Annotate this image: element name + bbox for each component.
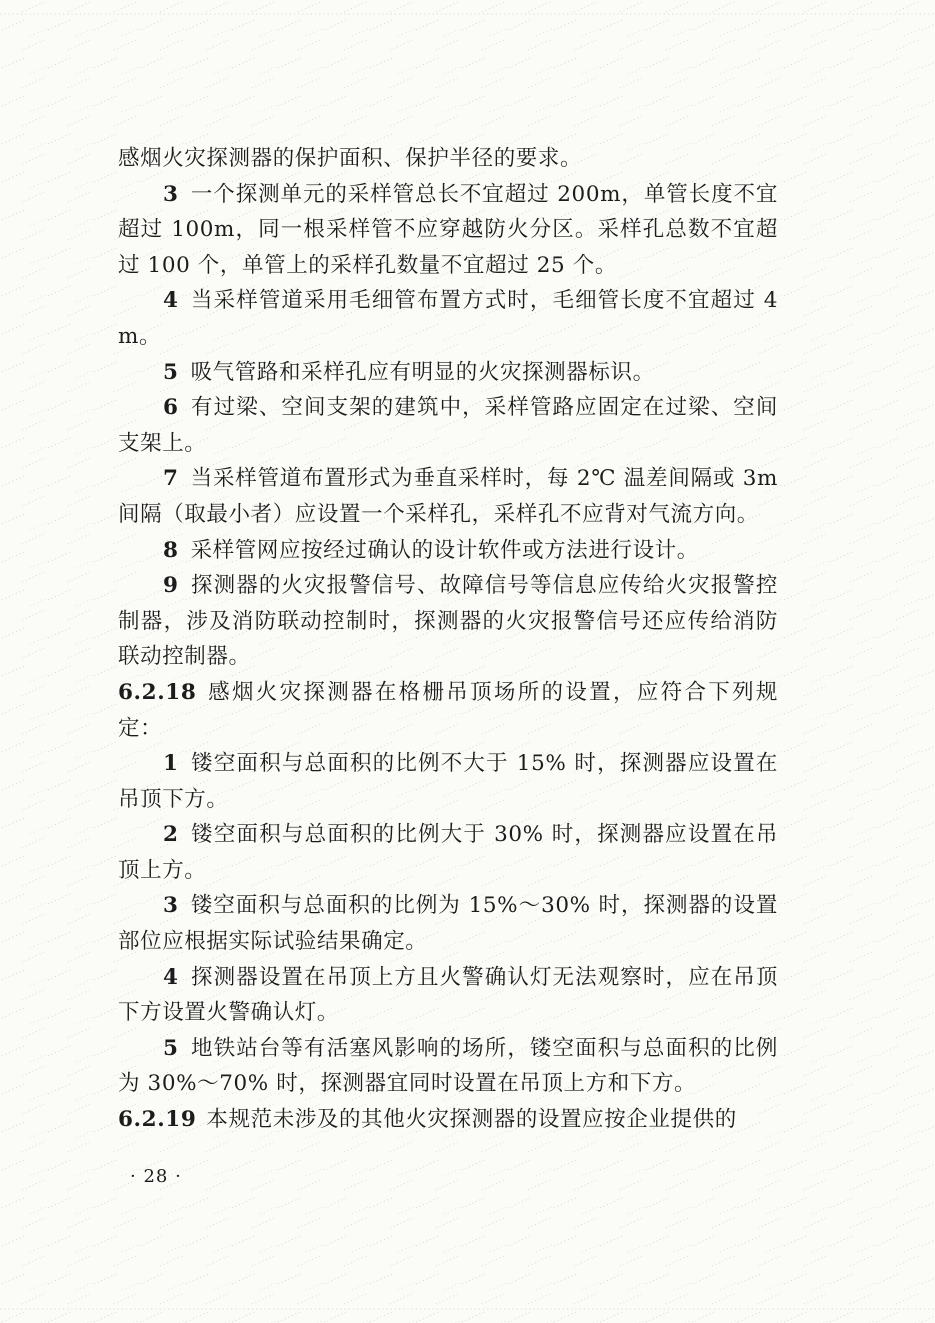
item-text: 当采样管道采用毛细管布置方式时，毛细管长度不宜超过 4m。 (118, 288, 778, 349)
item-number: 8 (163, 537, 179, 563)
item-text: 有过梁、空间支架的建筑中，采样管路应固定在过梁、空间支架上。 (118, 395, 778, 456)
item-text: 一个探测单元的采样管总长不宜超过 200m，单管长度不宜超过 100m，同一根采样管不应穿越防火分区。采样孔总数不宜超过 100 个，单管上的采样孔数量不宜超过 25 个。 (118, 181, 778, 278)
item-text: 当采样管道布置形式为垂直采样时，每 2℃ 温差间隔或 3m 间隔（取最小者）应设置一个采样孔，采样孔不应背对气流方向。 (118, 466, 778, 527)
paragraph-text: 感烟火灾探测器的保护面积、保护半径的要求。 (118, 146, 583, 171)
clause-6-2-18 (118, 675, 778, 746)
item-text: 镂空面积与总面积的比例大于 30% 时，探测器应设置在吊顶上方。 (118, 822, 778, 883)
list-item-3b (118, 888, 778, 959)
item-number: 7 (163, 466, 179, 492)
list-item-8 (118, 533, 778, 569)
list-item-1 (118, 746, 778, 817)
item-number: 4 (163, 288, 179, 314)
item-text: 吸气管路和采样孔应有明显的火灾探测器标识。 (190, 359, 655, 385)
list-item-9 (118, 568, 778, 675)
item-number: 6 (163, 395, 179, 421)
clause-number: 6.2.18 (118, 679, 197, 705)
page-number: · 28 · (130, 1166, 182, 1187)
item-number: 9 (163, 573, 179, 599)
list-item-4b (118, 960, 778, 1031)
list-item-5 (118, 355, 778, 391)
item-number: 5 (163, 1035, 179, 1061)
document-body (118, 141, 778, 1138)
item-text: 采样管网应按经过确认的设计软件或方法进行设计。 (190, 537, 699, 563)
list-item-7 (118, 461, 778, 532)
item-text: 探测器设置在吊顶上方且火警确认灯无法观察时，应在吊顶下方设置火警确认灯。 (118, 964, 778, 1026)
item-number: 1 (163, 751, 179, 777)
item-text: 探测器的火灾报警信号、故障信号等信息应传给火灾报警控制器，涉及消防联动控制时，探测器的火灾报警信号还应传给消防联动控制器。 (118, 573, 778, 670)
item-number: 4 (163, 964, 179, 990)
item-text: 镂空面积与总面积的比例不大于 15% 时，探测器应设置在吊顶下方。 (118, 751, 778, 812)
clause-text: 本规范未涉及的其他火灾探测器的设置应按企业提供的 (206, 1107, 737, 1133)
clause-6-2-19 (118, 1102, 778, 1138)
item-text: 镂空面积与总面积的比例为 15%～30% 时，探测器的设置部位应根据实际试验结果确定。 (118, 893, 778, 955)
list-item-2 (118, 817, 778, 888)
list-item-6 (118, 390, 778, 461)
item-text: 地铁站台等有活塞风影响的场所，镂空面积与总面积的比例为 30%～70% 时，探测器宜同时设置在吊顶上方和下方。 (118, 1035, 778, 1097)
clause-number: 6.2.19 (118, 1107, 197, 1133)
item-number: 3 (163, 181, 179, 207)
item-number: 3 (163, 893, 179, 919)
list-item-5b (118, 1031, 778, 1102)
clause-text: 感烟火灾探测器在格栅吊顶场所的设置，应符合下列规定： (118, 679, 778, 741)
list-item-3 (118, 177, 778, 284)
item-number: 2 (163, 822, 179, 848)
list-item-4 (118, 283, 778, 354)
paragraph-continuation (118, 141, 778, 177)
item-number: 5 (163, 359, 179, 385)
